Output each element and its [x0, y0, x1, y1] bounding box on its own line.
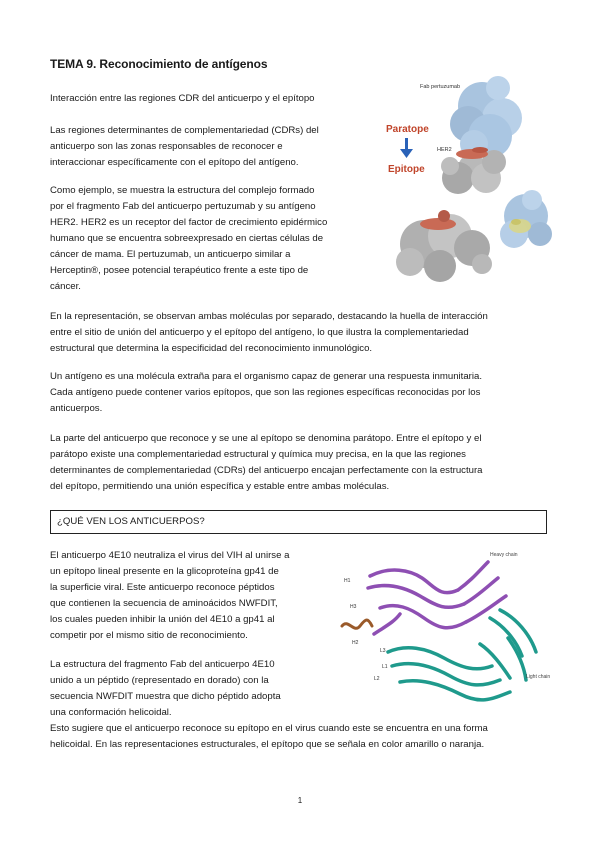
light-chain-label: Light chain [526, 674, 551, 680]
text-line: Un antígeno es una molécula extraña para el organismo capaz de generar una respuesta inmunitaria. [50, 371, 482, 382]
fab-surface-separate [500, 190, 552, 248]
text-line: por el fragmento Fab del anticuerpo pertuzumab y su antígeno [50, 201, 316, 212]
text-line: helicoidal. En las representaciones estructurales, el epítopo que se señala en color amarillo o naranja. [50, 739, 485, 750]
text-line: una conformación helicoidal. [50, 707, 172, 718]
text-line: estructural que determina la especificidad del reconocimiento inmunológico. [50, 343, 373, 354]
text-line: los cuales pueden inhibir la unión del 4E10 a gp41 al [50, 614, 275, 625]
text-line: secuencia NWFDIT muestra que dicho péptido adopta [50, 691, 281, 702]
text-line: interaccionar específicamente con el epítopo del antígeno. [50, 157, 299, 168]
text-line: HER2. HER2 es un receptor del factor de crecimiento epidérmico [50, 217, 328, 228]
cdr-label: L1 [382, 664, 388, 670]
paragraph-representation [50, 309, 488, 357]
text-line: El anticuerpo 4E10 neutraliza el virus del VIH al unirse a [50, 550, 290, 561]
text-line: que contienen la secuencia de aminoácidos NWFDIT, [50, 598, 278, 609]
text-line: la superficie viral. Este anticuerpo reconoce péptidos [50, 582, 275, 593]
paragraph-pertuzumab [50, 183, 327, 295]
text-line: parátopo existe una complementariedad estructural y química muy precisa, en la que las regiones [50, 449, 466, 460]
text-line: Herceptin®, posee potencial terapéutico frente a este tipo de [50, 265, 309, 276]
text-line: Cada antígeno puede contener varios epítopos, que son las regiones específicas reconocidas por los [50, 387, 481, 398]
epitope-label: Epitope [388, 164, 425, 175]
paragraph-4e10 [50, 548, 289, 644]
paratope-label: Paratope [386, 124, 429, 135]
page-number: 1 [297, 796, 303, 805]
paragraph-fab-structure [50, 657, 281, 721]
text-line: humano que se encuentra sobreexpresado en ciertas células de [50, 233, 324, 244]
pertuzumab-her2-figure [382, 66, 560, 300]
text-line: anticuerpos. [50, 403, 103, 414]
fab-label: Fab pertuzumab [420, 84, 461, 90]
cdr-label: L2 [374, 676, 380, 682]
text-line: Las regiones determinantes de complementariedad (CDRs) del [50, 125, 319, 136]
paragraph-helical [50, 721, 488, 753]
text-line: un epítopo lineal presente en la glicoproteína gp41 de [50, 566, 279, 577]
text-line: del epítopo, permitiendo una unión específica y estable entre ambas moléculas. [50, 481, 390, 492]
text-line: La estructura del fragmento Fab del anticuerpo 4E10 [50, 659, 275, 670]
text-line: En la representación, se observan ambas moléculas por separado, destacando la huella de interacción [50, 311, 488, 322]
text-line: Esto sugiere que el anticuerpo reconoce su epítopo en el virus cuando este se encuentra en una forma [50, 723, 488, 734]
cdr-label: H1 [344, 578, 351, 584]
text-line: cáncer de mama. El pertuzumab, un anticuerpo similar a [50, 249, 291, 260]
heavy-chain-ribbon [368, 562, 506, 634]
down-arrow-icon [400, 138, 413, 158]
paragraph-paratope [50, 431, 482, 495]
text-line: La parte del anticuerpo que reconoce y se une al epítopo se denomina parátopo. Entre el epítopo y el [50, 433, 482, 444]
text-line: determinantes de complementariedad (CDRs) del anticuerpo encajan perfectamente con la estructura [50, 465, 483, 476]
fab-4e10-ribbon-figure [340, 548, 554, 718]
text-line: entre el sitio de unión del anticuerpo y el epítopo del antígeno, lo que ilustra la complementariedad [50, 327, 469, 338]
subtitle: Interacción entre las regiones CDR del anticuerpo y el epítopo [50, 93, 315, 104]
peptide-helix [342, 620, 372, 628]
cdr-label: H3 [350, 604, 357, 610]
cdr-label: H2 [352, 640, 359, 646]
paragraph-cdr [50, 123, 319, 171]
paratope-footprint [509, 219, 531, 233]
fab-surface [450, 76, 522, 158]
paragraph-antigen [50, 369, 482, 417]
text-line: cáncer. [50, 281, 81, 292]
text-line: anticuerpo son las zonas responsables de reconocer e [50, 141, 283, 152]
page-title: TEMA 9. Reconocimiento de antígenos [50, 57, 268, 71]
heavy-chain-label: Heavy chain [490, 552, 518, 558]
her2-label: HER2 [437, 147, 452, 153]
text-line: Como ejemplo, se muestra la estructura del complejo formado [50, 185, 315, 196]
cdr-label: L3 [380, 648, 386, 654]
text-line: competir por el mismo sitio de reconocimiento. [50, 630, 248, 641]
text-line: unido a un péptido (representado en dorado) con la [50, 675, 269, 686]
epitope-patch [420, 210, 456, 230]
section-heading: ¿QUÉ VEN LOS ANTICUERPOS? [50, 510, 547, 534]
